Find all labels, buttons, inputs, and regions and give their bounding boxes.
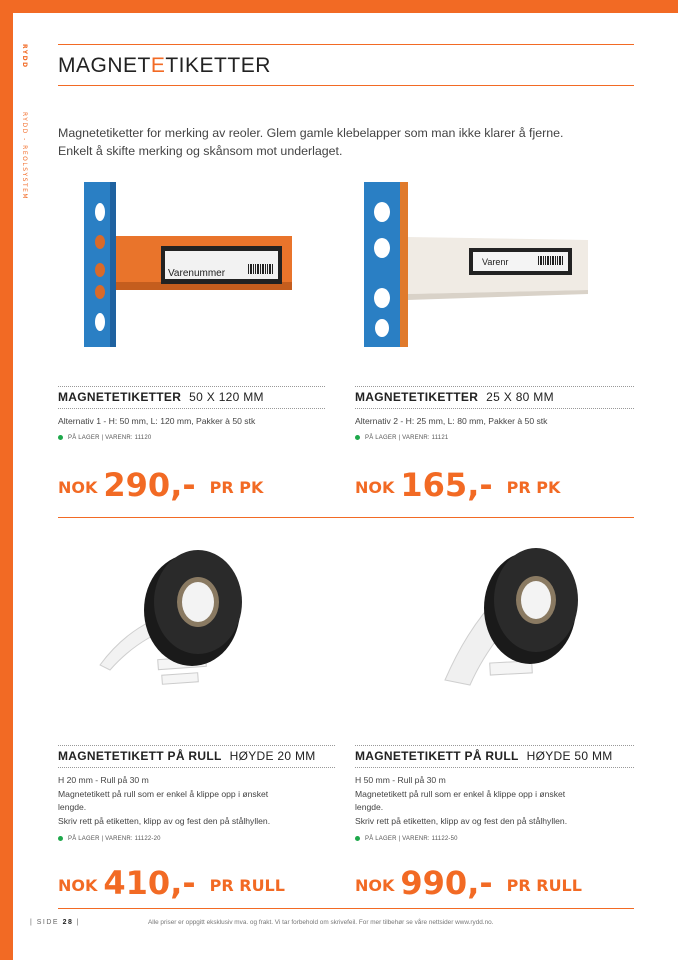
divider-dotted-6 [58, 767, 335, 768]
section-rule [58, 517, 634, 518]
product-title-3: MAGNETETIKETT PÅ RULL HØYDE 20 MM [58, 749, 316, 763]
page-title: MAGNETETIKETTER [58, 54, 271, 77]
divider-dotted-8 [355, 767, 634, 768]
product-photo-3 [92, 540, 252, 695]
divider-dotted-4 [355, 408, 634, 409]
divider-dotted-3 [355, 386, 634, 387]
page-number: | SIDE 28 | [30, 919, 81, 926]
price-3: NOK 410,- PR RULL [58, 864, 285, 902]
price-2: NOK 165,- PR PK [355, 466, 561, 504]
product-photo-1 [82, 182, 292, 347]
stock-status-2: PÅ LAGER | VARENR: 11121 [355, 435, 448, 441]
stock-status-4: PÅ LAGER | VARENR: 11122-50 [355, 836, 458, 842]
bottom-rule [58, 908, 634, 909]
product-title-4: MAGNETETIKETT PÅ RULL HØYDE 50 MM [355, 749, 613, 763]
in-stock-dot-icon [355, 435, 360, 440]
product-desc-2: Alternativ 2 - H: 25 mm, L: 80 mm, Pakker à 50 stk [355, 416, 548, 426]
stock-status-3: PÅ LAGER | VARENR: 11122-20 [58, 836, 161, 842]
divider-dotted-7 [355, 745, 634, 746]
divider-dotted-1 [58, 386, 325, 387]
frame-left-bar [0, 0, 13, 960]
product-photo-4 [440, 540, 590, 695]
divider-dotted-5 [58, 745, 335, 746]
label-text-1: Varenummer [168, 268, 226, 279]
product-title-1: MAGNETETIKETTER 50 X 120 MM [58, 390, 264, 404]
stock-status-1: PÅ LAGER | VARENR: 11120 [58, 435, 151, 441]
product-desc-1: Alternativ 1 - H: 50 mm, L: 120 mm, Pakker à 50 stk [58, 416, 256, 426]
footer-note: Alle priser er oppgitt eksklusiv mva. og frakt. Vi tar forbehold om skrivefeil. For mer tilbehør se våre nettsider www.rydd.no. [148, 919, 494, 926]
price-1: NOK 290,- PR PK [58, 466, 264, 504]
product-desc-3: H 20 mm - Rull på 30 m Magnetetikett på rull som er enkel å klippe opp i ønsket lengde. Skriv rett på etiketten, klipp av og fest den på stålhyllen. [58, 775, 271, 826]
divider-dotted-2 [58, 408, 325, 409]
label-text-2: Varenr [482, 257, 509, 267]
side-brand: RYDD [21, 44, 28, 69]
price-4: NOK 990,- PR RULL [355, 864, 582, 902]
in-stock-dot-icon [58, 435, 63, 440]
side-label [20, 44, 30, 244]
footer [30, 919, 494, 926]
intro-text: Magnetetiketter for merking av reoler. Glem gamle klebelapper som man ikke klarer å fjerne. Enkelt å skifte merking og skånsom mot underlaget. [58, 126, 564, 158]
product-desc-4: H 50 mm - Rull på 30 m Magnetetikett på rull som er enkel å klippe opp i ønsket lengde. Skriv rett på etiketten, klipp av og fest den på stålhyllen. [355, 775, 568, 826]
top-rule [58, 44, 634, 45]
product-title-2: MAGNETETIKETTER 25 X 80 MM [355, 390, 554, 404]
frame-top-bar [0, 0, 678, 13]
title-rule [58, 85, 634, 86]
side-subtitle: RYDD - REOLSYSTEM [21, 112, 28, 201]
in-stock-dot-icon [355, 836, 360, 841]
product-photo-2 [362, 182, 590, 347]
in-stock-dot-icon [58, 836, 63, 841]
